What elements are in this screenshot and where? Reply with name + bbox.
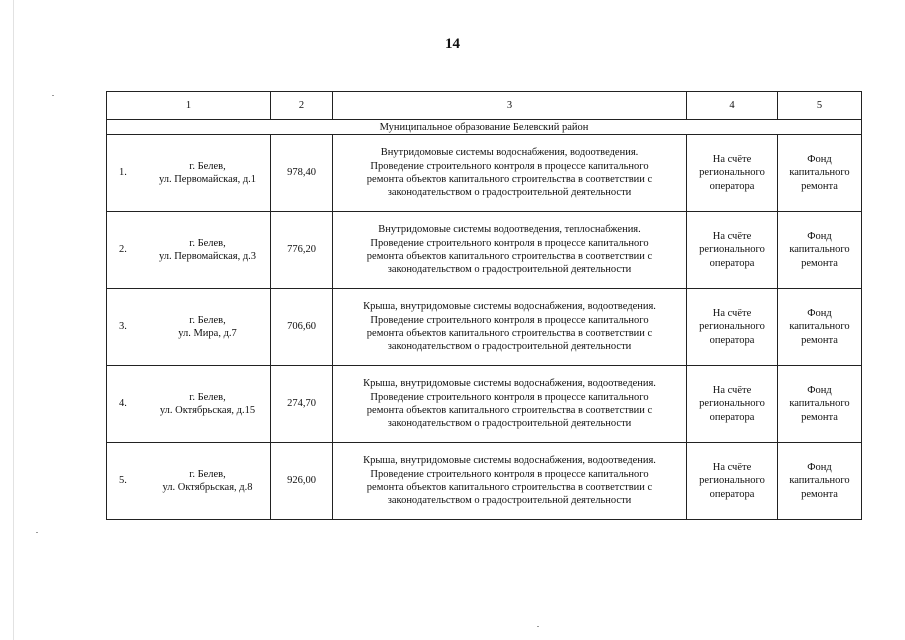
table-row [107, 366, 862, 443]
address-city: г. Белев, [189, 160, 226, 172]
column-header: 2 [271, 92, 333, 120]
address-city: г. Белев, [189, 237, 226, 249]
area-cell: 706,60 [271, 289, 333, 366]
area-cell: 776,20 [271, 212, 333, 289]
account-cell [687, 443, 778, 520]
work-line: Внутридомовые системы водоснабжения, водоотведения. [380, 147, 639, 159]
address-cell [107, 366, 271, 443]
column-header: 3 [333, 92, 687, 120]
work-description-cell [333, 366, 687, 443]
work-line: Крыша, внутридомовые системы водоснабжения, водоотведения. [363, 455, 656, 467]
table-row [107, 443, 862, 520]
source-line: ремонта [801, 411, 838, 423]
page-number: 14 [445, 36, 460, 52]
source-line: ремонта [801, 334, 838, 346]
area-cell: 274,70 [271, 366, 333, 443]
work-line: законодательством о градостроительной деятельности [387, 495, 632, 507]
region-row [107, 120, 862, 135]
address-cell [107, 443, 271, 520]
account-line: регионального [699, 167, 765, 179]
account-line: На счёте [712, 153, 752, 165]
source-line: Фонд [807, 230, 832, 242]
funding-source-cell [778, 212, 862, 289]
work-description-cell [333, 289, 687, 366]
row-number: 5. [119, 475, 127, 487]
work-line: законодательством о градостроительной деятельности [387, 264, 632, 276]
address-city: г. Белев, [189, 391, 226, 403]
address-street: ул. Октябрьская, д.15 [159, 405, 256, 416]
column-header: 4 [687, 92, 778, 120]
page-edge [13, 0, 14, 640]
account-cell [687, 289, 778, 366]
source-line: Фонд [807, 307, 832, 319]
source-line: капитального [789, 244, 850, 256]
work-line: Проведение строительного контроля в процессе капитального [370, 468, 649, 480]
source-line: капитального [789, 475, 850, 487]
account-line: оператора [709, 488, 755, 500]
source-line: капитального [789, 398, 850, 410]
work-line: законодательством о градостроительной деятельности [387, 341, 632, 353]
account-line: регионального [699, 321, 765, 333]
scan-speck [36, 532, 38, 533]
account-line: На счёте [712, 230, 752, 242]
work-line: Крыша, внутридомовые системы водоснабжения, водоотведения. [363, 301, 656, 313]
address-street: ул. Мира, д.7 [178, 328, 237, 339]
source-line: Фонд [807, 153, 832, 165]
account-line: На счёте [712, 384, 752, 396]
work-description-cell [333, 443, 687, 520]
work-line: Проведение строительного контроля в процессе капитального [370, 314, 649, 326]
account-line: регионального [699, 244, 765, 256]
account-line: оператора [709, 334, 755, 346]
source-line: капитального [789, 321, 850, 333]
address-city: г. Белев, [189, 468, 226, 480]
scan-speck [537, 626, 539, 627]
account-line: На счёте [712, 461, 752, 473]
scan-speck [52, 95, 54, 96]
work-line: Внутридомовые системы водоотведения, теплоснабжения. [378, 224, 641, 236]
address-street: ул. Первомайская, д.3 [158, 251, 257, 262]
work-line: ремонта объектов капитального строительства в соответствии с [366, 405, 653, 416]
funding-source-cell [778, 135, 862, 212]
table-header-row [107, 92, 862, 120]
work-line: Крыша, внутридомовые системы водоснабжения, водоотведения. [363, 378, 656, 390]
address-cell [107, 135, 271, 212]
account-line: регионального [699, 398, 765, 410]
address-cell [107, 212, 271, 289]
funding-source-cell [778, 366, 862, 443]
address-street: ул. Первомайская, д.1 [158, 174, 257, 185]
account-line: оператора [709, 180, 755, 192]
column-header: 1 [107, 92, 271, 120]
region-title: Муниципальное образование Белевский район [107, 120, 862, 135]
source-line: ремонта [801, 180, 838, 192]
work-line: законодательством о градостроительной деятельности [387, 187, 632, 199]
area-cell: 926,00 [271, 443, 333, 520]
account-line: оператора [709, 257, 755, 269]
funding-source-cell [778, 289, 862, 366]
column-header: 5 [778, 92, 862, 120]
source-line: Фонд [807, 461, 832, 473]
work-description-cell [333, 212, 687, 289]
work-line: ремонта объектов капитального строительства в соответствии с [366, 251, 653, 262]
repair-works-table [106, 91, 862, 520]
row-number: 1. [119, 167, 127, 179]
work-line: ремонта объектов капитального строительства в соответствии с [366, 482, 653, 493]
account-cell [687, 135, 778, 212]
account-cell [687, 366, 778, 443]
work-line: ремонта объектов капитального строительства в соответствии с [366, 174, 653, 185]
work-line: Проведение строительного контроля в процессе капитального [370, 237, 649, 249]
account-line: оператора [709, 411, 755, 423]
work-line: ремонта объектов капитального строительства в соответствии с [366, 328, 653, 339]
work-line: Проведение строительного контроля в процессе капитального [370, 160, 649, 172]
row-number: 2. [119, 244, 127, 256]
table-row [107, 135, 862, 212]
account-cell [687, 212, 778, 289]
work-line: законодательством о градостроительной деятельности [387, 418, 632, 430]
address-cell [107, 289, 271, 366]
source-line: ремонта [801, 488, 838, 500]
table-row [107, 289, 862, 366]
source-line: капитального [789, 167, 850, 179]
work-description-cell [333, 135, 687, 212]
account-line: регионального [699, 475, 765, 487]
row-number: 3. [119, 321, 127, 333]
source-line: ремонта [801, 257, 838, 269]
account-line: На счёте [712, 307, 752, 319]
address-city: г. Белев, [189, 314, 226, 326]
address-street: ул. Октябрьская, д.8 [162, 482, 253, 493]
area-cell: 978,40 [271, 135, 333, 212]
table-row [107, 212, 862, 289]
funding-source-cell [778, 443, 862, 520]
source-line: Фонд [807, 384, 832, 396]
work-line: Проведение строительного контроля в процессе капитального [370, 391, 649, 403]
row-number: 4. [119, 398, 127, 410]
